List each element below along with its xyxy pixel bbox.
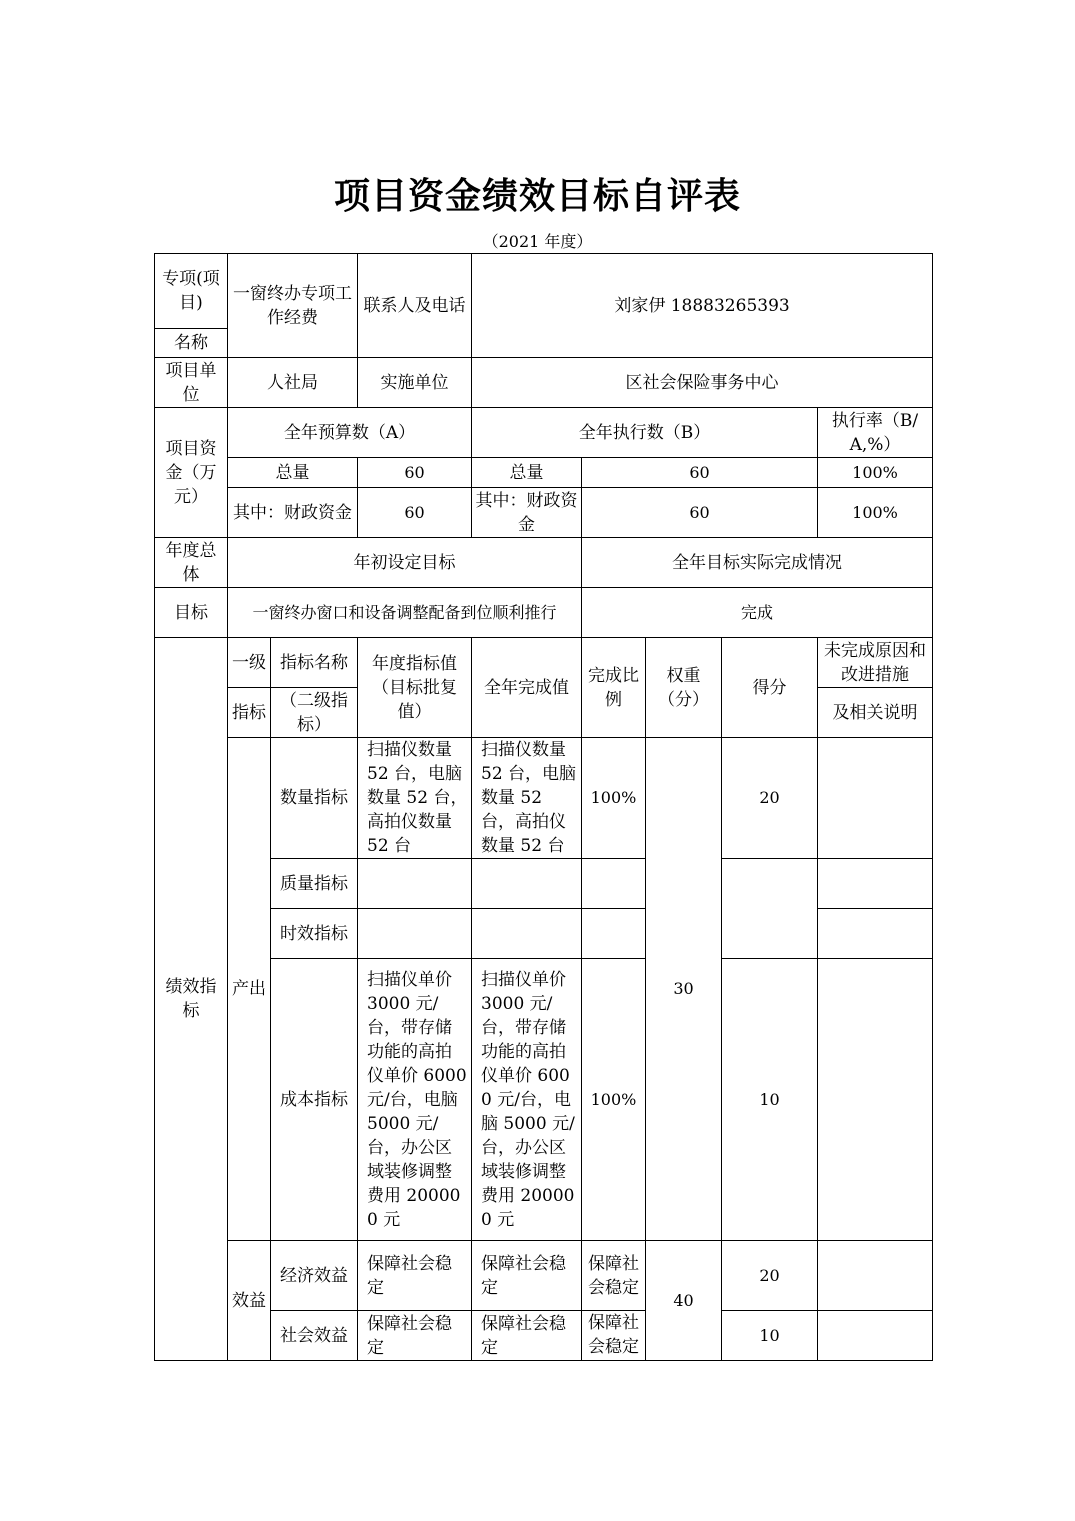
quality-actual [472,859,582,909]
cost-target: 扫描仪单价 3000 元/台，带存储功能的高拍仪单价 6000 元/台，电脑 5000 元/台，办公区域装修调整费用 200000 元 [358,959,472,1241]
contact-label: 联系人及电话 [358,254,472,358]
quality-name: 质量指标 [271,859,358,909]
economic-target: 保障社会稳定 [358,1241,472,1311]
header-reason-top: 未完成原因和改进措施 [818,638,933,688]
indicators-label: 绩效指标 [155,638,228,1361]
form-title: 项目资金绩效目标自评表 [333,175,741,217]
economic-ratio: 保障社会稳定 [582,1241,646,1311]
quantity-ratio: 100% [582,738,646,859]
quantity-reason [818,738,933,859]
self-evaluation-table [154,253,933,1361]
unit-label: 项目单位 [155,358,228,408]
cost-reason [818,959,933,1241]
economic-score: 20 [722,1241,818,1311]
rate-header: 执行率（B/A,%） [818,408,933,458]
header-name-bottom: （二级指标） [271,688,358,738]
header-level1-bottom: 指标 [228,688,271,738]
output-weight: 30 [646,738,722,1241]
project-name-label-bottom: 名称 [155,329,228,358]
impl-label: 实施单位 [358,358,472,408]
quantity-target: 扫描仪数量 52 台，电脑数量 52 台，高拍仪数量 52 台 [358,738,472,859]
timeliness-name: 时效指标 [271,909,358,959]
cost-name: 成本指标 [271,959,358,1241]
header-reason-bottom: 及相关说明 [818,688,933,738]
social-actual: 保障社会稳定 [472,1311,582,1361]
social-score: 10 [722,1311,818,1361]
economic-name: 经济效益 [271,1241,358,1311]
goal-set-header: 年初设定目标 [228,538,582,588]
header-target: 年度指标值（目标批复值） [358,638,472,738]
form-year: （2021 年度） [482,232,593,251]
header-weight: 权重（分） [646,638,722,738]
quality-reason [818,859,933,909]
header-ratio: 完成比例 [582,638,646,738]
quantity-name: 数量指标 [271,738,358,859]
goal-label-top: 年度总体 [155,538,228,588]
fiscal-a: 60 [358,488,472,538]
social-reason [818,1311,933,1361]
fiscal-b: 60 [582,488,818,538]
goal-actual-value: 完成 [582,588,933,638]
funds-label: 项目资金（万元） [155,408,228,538]
quality-ratio [582,859,646,909]
total-a: 60 [358,458,472,488]
header-name-top: 指标名称 [271,638,358,688]
fiscal-label-a: 其中：财政资金 [228,488,358,538]
social-ratio: 保障社会稳定 [588,1313,639,1357]
goal-actual-header: 全年目标实际完成情况 [582,538,933,588]
total-label-b: 总量 [472,458,582,488]
timeliness-reason [818,909,933,959]
cost-ratio: 100% [582,959,646,1241]
fiscal-label-b: 其中：财政资金 [472,488,582,538]
quality-target [358,859,472,909]
goal-set-value: 一窗终办窗口和设备调整配备到位顺利推行 [228,588,582,638]
total-label-a: 总量 [228,458,358,488]
cost-score: 10 [722,959,818,1241]
social-target: 保障社会稳定 [358,1311,472,1361]
total-b: 60 [582,458,818,488]
benefit-label: 效益 [228,1241,271,1361]
cost-actual: 扫描仪单价 3000 元/台，带存储功能的高拍仪单价 6000 元/台，电脑 5000 元/台，办公区域装修调整费用 200000 元 [472,959,582,1241]
unit-value: 人社局 [228,358,358,408]
timeliness-ratio [582,909,646,959]
impl-value: 区社会保险事务中心 [472,358,933,408]
header-score: 得分 [722,638,818,738]
quantity-actual: 扫描仪数量 52 台，电脑数量 52 台，高拍仪数量 52 台 [472,738,582,859]
project-name-label-top: 专项(项目) [155,254,228,329]
total-rate: 100% [818,458,933,488]
output-label: 产出 [228,738,271,1241]
economic-reason [818,1241,933,1311]
economic-actual: 保障社会稳定 [472,1241,582,1311]
header-level1-top: 一级 [228,638,271,688]
social-name: 社会效益 [271,1311,358,1361]
quality-timeliness-score [722,859,818,959]
quantity-score: 20 [722,738,818,859]
header-actual: 全年完成值 [472,638,582,738]
exec-header: 全年执行数（B） [472,408,818,458]
benefit-weight: 40 [646,1241,722,1361]
goal-label-bottom: 目标 [155,588,228,638]
timeliness-target [358,909,472,959]
budget-header: 全年预算数（A） [228,408,472,458]
project-name: 一窗终办专项工作经费 [228,254,358,358]
timeliness-actual [472,909,582,959]
contact-value: 刘家伊 18883265393 [472,254,933,358]
fiscal-rate: 100% [818,488,933,538]
